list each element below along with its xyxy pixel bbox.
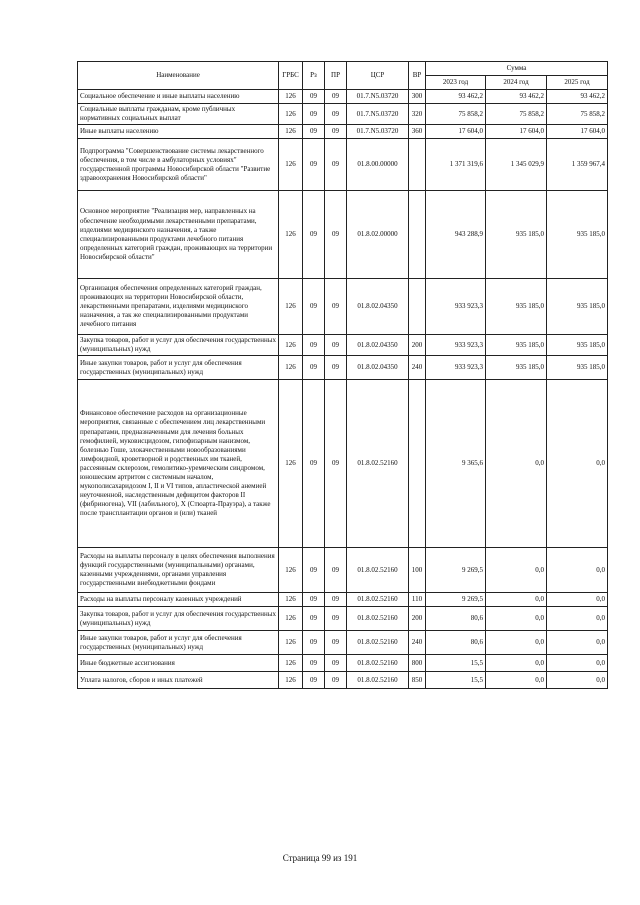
header-year-2023: 2023 год: [426, 76, 486, 90]
cell-rz: 09: [303, 631, 325, 655]
header-csr: ЦСР: [347, 62, 409, 90]
cell-vr: 320: [409, 104, 426, 125]
cell-name: Иные выплаты населению: [78, 125, 279, 139]
cell-2023: 75 858,2: [426, 104, 486, 125]
cell-2024: 935 185,0: [486, 279, 547, 335]
cell-vr: 100: [409, 548, 426, 593]
cell-csr: 01.8.02.04350: [347, 335, 409, 356]
cell-rz: 09: [303, 335, 325, 356]
cell-2023: 9 269,5: [426, 548, 486, 593]
cell-grbs: 126: [279, 90, 303, 104]
cell-pr: 09: [325, 672, 347, 689]
cell-pr: 09: [325, 607, 347, 631]
cell-csr: 01.7.N5.03720: [347, 90, 409, 104]
cell-rz: 09: [303, 380, 325, 548]
cell-2023: 943 288,9: [426, 191, 486, 279]
cell-name: Расходы на выплаты персоналу в целях обеспечения выполнения функций государственными (муниципальными) органами, казенными учреждениями, органами управления государственными внебюджетными фондами: [78, 548, 279, 593]
cell-grbs: 126: [279, 104, 303, 125]
cell-name: Финансовое обеспечение расходов на организационные мероприятия, связанные с обеспечением лиц лекарственными препаратами, предназначенными для лечения больных гемофилией, муковисцидозом, гипофизарным нанизмом, болезнью Гоше, злокачественными новообразованиями лимфоидной, кроветворной и родственных им тканей, рассеянным склерозом, гемолитико-уремическим синдромом, юношеским артритом с системным началом, мукополисахаридозом I, II и VI типов, апластической анемией неуточненной, наследственным дефицитом факторов II (фибриногена), VII (лабильного), X (Стюарта-Прауэра), а также после трансплантации органов и (или) тканей: [78, 380, 279, 548]
cell-2023: 15,5: [426, 655, 486, 672]
cell-rz: 09: [303, 90, 325, 104]
cell-pr: 09: [325, 335, 347, 356]
cell-csr: 01.8.02.52160: [347, 548, 409, 593]
cell-2025: 1 359 967,4: [547, 139, 608, 191]
cell-vr: 200: [409, 607, 426, 631]
cell-pr: 09: [325, 548, 347, 593]
header-pr: ПР: [325, 62, 347, 90]
cell-csr: 01.8.00.00000: [347, 139, 409, 191]
cell-rz: 09: [303, 548, 325, 593]
cell-2025: 0,0: [547, 672, 608, 689]
table-header: [78, 62, 608, 90]
table-row: [78, 356, 608, 380]
cell-csr: 01.8.02.52160: [347, 607, 409, 631]
cell-2023: 80,6: [426, 607, 486, 631]
cell-rz: 09: [303, 191, 325, 279]
cell-vr: [409, 191, 426, 279]
cell-2025: 935 185,0: [547, 335, 608, 356]
cell-2024: 935 185,0: [486, 335, 547, 356]
cell-2024: 935 185,0: [486, 191, 547, 279]
cell-2024: 75 858,2: [486, 104, 547, 125]
cell-2024: 0,0: [486, 655, 547, 672]
cell-pr: 09: [325, 90, 347, 104]
cell-grbs: 126: [279, 191, 303, 279]
cell-pr: 09: [325, 125, 347, 139]
cell-vr: [409, 139, 426, 191]
table-row: [78, 655, 608, 672]
cell-csr: 01.8.02.52160: [347, 672, 409, 689]
cell-2023: 933 923,3: [426, 356, 486, 380]
cell-2024: 935 185,0: [486, 356, 547, 380]
cell-csr: 01.8.02.52160: [347, 655, 409, 672]
header-rz: Рз: [303, 62, 325, 90]
header-name: Наименование: [78, 62, 279, 90]
table-row: [78, 380, 608, 548]
cell-pr: 09: [325, 139, 347, 191]
cell-2025: 0,0: [547, 548, 608, 593]
cell-name: Организация обеспечения определенных категорий граждан, проживающих на территории Новосибирской области, лекарственными препаратами, изделиями медицинского назначения, а так же специализированными продуктами лечебного питания: [78, 279, 279, 335]
table-row: [78, 548, 608, 593]
cell-name: Социальные выплаты гражданам, кроме публичных нормативных социальных выплат: [78, 104, 279, 125]
table-body: [78, 90, 608, 689]
table-row: [78, 672, 608, 689]
cell-rz: 09: [303, 356, 325, 380]
cell-grbs: 126: [279, 380, 303, 548]
header-year-2025: 2025 год: [547, 76, 608, 90]
cell-name: Социальное обеспечение и иные выплаты населению: [78, 90, 279, 104]
cell-2025: 0,0: [547, 631, 608, 655]
cell-grbs: 126: [279, 655, 303, 672]
cell-2025: 935 185,0: [547, 279, 608, 335]
table-row: [78, 125, 608, 139]
cell-name: Иные закупки товаров, работ и услуг для обеспечения государственных (муниципальных) нужд: [78, 631, 279, 655]
cell-2025: 935 185,0: [547, 191, 608, 279]
cell-2024: 0,0: [486, 593, 547, 607]
cell-pr: 09: [325, 380, 347, 548]
cell-pr: 09: [325, 356, 347, 380]
header-grbs: ГРБС: [279, 62, 303, 90]
cell-pr: 09: [325, 191, 347, 279]
cell-pr: 09: [325, 631, 347, 655]
cell-2023: 80,6: [426, 631, 486, 655]
cell-vr: 800: [409, 655, 426, 672]
table-row: [78, 139, 608, 191]
cell-2025: 0,0: [547, 380, 608, 548]
cell-grbs: 126: [279, 279, 303, 335]
table-row: [78, 191, 608, 279]
cell-name: Закупка товаров, работ и услуг для обеспечения государственных (муниципальных) нужд: [78, 335, 279, 356]
cell-rz: 09: [303, 125, 325, 139]
cell-pr: 09: [325, 104, 347, 125]
table-row: [78, 631, 608, 655]
cell-grbs: 126: [279, 631, 303, 655]
page-number: Страница 99 из 191: [282, 853, 358, 863]
cell-2024: 0,0: [486, 607, 547, 631]
cell-2024: 0,0: [486, 548, 547, 593]
cell-2023: 9 269,5: [426, 593, 486, 607]
cell-vr: 240: [409, 356, 426, 380]
cell-2023: 15,5: [426, 672, 486, 689]
cell-grbs: 126: [279, 593, 303, 607]
cell-csr: 01.8.02.52160: [347, 380, 409, 548]
cell-grbs: 126: [279, 548, 303, 593]
cell-rz: 09: [303, 672, 325, 689]
cell-rz: 09: [303, 593, 325, 607]
cell-rz: 09: [303, 104, 325, 125]
cell-grbs: 126: [279, 356, 303, 380]
cell-rz: 09: [303, 655, 325, 672]
cell-grbs: 126: [279, 607, 303, 631]
cell-2025: 0,0: [547, 593, 608, 607]
cell-2023: 933 923,3: [426, 279, 486, 335]
cell-grbs: 126: [279, 672, 303, 689]
cell-2023: 9 365,6: [426, 380, 486, 548]
cell-name: Закупка товаров, работ и услуг для обеспечения государственных (муниципальных) нужд: [78, 607, 279, 631]
cell-2023: 1 371 319,6: [426, 139, 486, 191]
cell-2024: 0,0: [486, 672, 547, 689]
cell-vr: 240: [409, 631, 426, 655]
table-row: [78, 90, 608, 104]
cell-2025: 0,0: [547, 607, 608, 631]
table-row: [78, 279, 608, 335]
header-vr: ВР: [409, 62, 426, 90]
cell-2024: 17 604,0: [486, 125, 547, 139]
cell-rz: 09: [303, 279, 325, 335]
cell-name: Иные бюджетные ассигнования: [78, 655, 279, 672]
cell-vr: 110: [409, 593, 426, 607]
cell-2024: 93 462,2: [486, 90, 547, 104]
cell-pr: 09: [325, 279, 347, 335]
table-row: [78, 607, 608, 631]
cell-name: Подпрограмма "Совершенствование системы лекарственного обеспечения, в том числе в амбулаторных условиях" государственной программы Новосибирской области "Развитие здравоохранения Новосибирской области": [78, 139, 279, 191]
cell-2024: 1 345 029,9: [486, 139, 547, 191]
table-row: [78, 335, 608, 356]
cell-vr: 300: [409, 90, 426, 104]
cell-2025: 93 462,2: [547, 90, 608, 104]
cell-vr: [409, 380, 426, 548]
cell-2023: 933 923,3: [426, 335, 486, 356]
cell-vr: 200: [409, 335, 426, 356]
cell-vr: 850: [409, 672, 426, 689]
cell-csr: 01.8.02.52160: [347, 631, 409, 655]
cell-2025: 17 604,0: [547, 125, 608, 139]
cell-2024: 0,0: [486, 380, 547, 548]
cell-name: Уплата налогов, сборов и иных платежей: [78, 672, 279, 689]
cell-pr: 09: [325, 655, 347, 672]
cell-csr: 01.8.02.52160: [347, 593, 409, 607]
cell-csr: 01.7.N5.03720: [347, 104, 409, 125]
cell-name: Основное мероприятие "Реализация мер, направленных на обеспечение необходимыми лекарственными препаратами, изделиями медицинского назначения, а также специализированными продуктами лечебного питания определенных категорий граждан, проживающих на территории Новосибирской области": [78, 191, 279, 279]
cell-grbs: 126: [279, 139, 303, 191]
cell-2023: 93 462,2: [426, 90, 486, 104]
cell-grbs: 126: [279, 335, 303, 356]
cell-2023: 17 604,0: [426, 125, 486, 139]
cell-vr: [409, 279, 426, 335]
header-sum: Сумма: [426, 62, 608, 76]
cell-csr: 01.8.02.04350: [347, 279, 409, 335]
cell-2025: 935 185,0: [547, 356, 608, 380]
cell-rz: 09: [303, 607, 325, 631]
cell-csr: 01.8.02.00000: [347, 191, 409, 279]
cell-2025: 0,0: [547, 655, 608, 672]
cell-pr: 09: [325, 593, 347, 607]
cell-vr: 360: [409, 125, 426, 139]
cell-2025: 75 858,2: [547, 104, 608, 125]
header-year-2024: 2024 год: [486, 76, 547, 90]
cell-2024: 0,0: [486, 631, 547, 655]
budget-table: [77, 61, 608, 689]
cell-name: Иные закупки товаров, работ и услуг для обеспечения государственных (муниципальных) нужд: [78, 356, 279, 380]
cell-csr: 01.8.02.04350: [347, 356, 409, 380]
table-row: [78, 593, 608, 607]
cell-grbs: 126: [279, 125, 303, 139]
cell-name: Расходы на выплаты персоналу казенных учреждений: [78, 593, 279, 607]
cell-csr: 01.7.N5.03720: [347, 125, 409, 139]
cell-rz: 09: [303, 139, 325, 191]
table-row: [78, 104, 608, 125]
